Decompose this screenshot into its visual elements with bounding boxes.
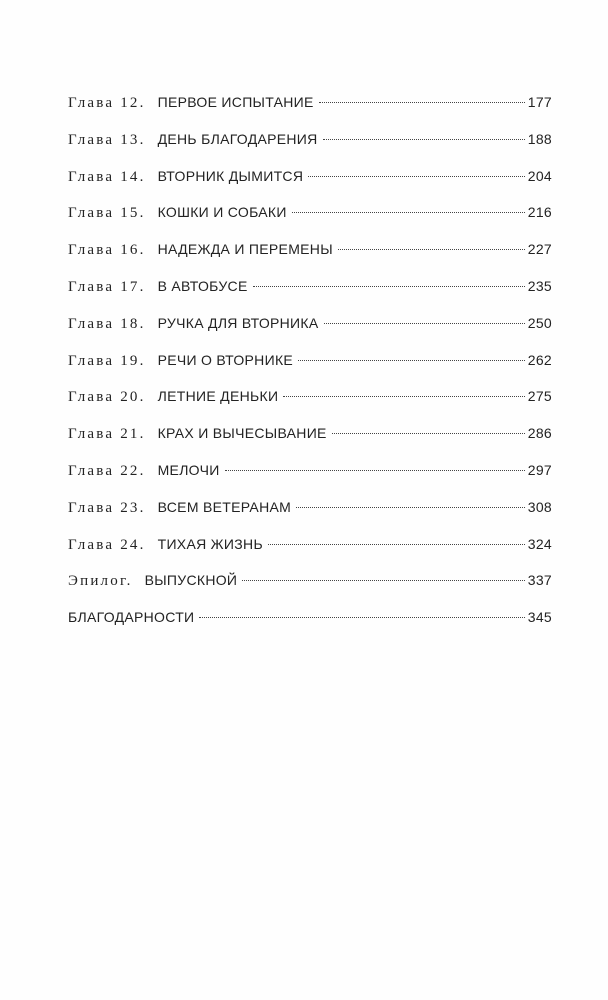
chapter-label: Глава bbox=[68, 95, 115, 111]
chapter-label: Глава bbox=[68, 131, 115, 148]
chapter-number: 15. bbox=[120, 205, 146, 222]
toc-entry bbox=[68, 382, 552, 419]
page-number: 235 bbox=[527, 277, 552, 294]
dot-leader bbox=[298, 359, 525, 361]
page-number: 337 bbox=[527, 572, 552, 589]
toc-entry bbox=[68, 309, 552, 346]
dot-leader bbox=[199, 616, 524, 618]
page-number: 297 bbox=[527, 461, 552, 478]
chapter-number: 18. bbox=[120, 315, 146, 332]
chapter-number: 22. bbox=[120, 462, 146, 479]
dot-leader bbox=[242, 579, 524, 581]
chapter-label: Глава bbox=[68, 168, 115, 185]
page-number: 324 bbox=[527, 535, 552, 552]
page-number: 286 bbox=[527, 425, 552, 442]
epilogue-title: ВЫПУСКНОЙ bbox=[144, 572, 238, 589]
chapter-label: Глава bbox=[68, 462, 115, 479]
chapter-title: КОШКИ И СОБАКИ bbox=[157, 204, 287, 221]
page-number: 345 bbox=[527, 609, 552, 626]
toc-entry bbox=[68, 235, 552, 272]
chapter-label: Глава bbox=[68, 389, 115, 406]
page-number: 188 bbox=[527, 130, 552, 147]
page-number: 216 bbox=[527, 204, 552, 221]
page-number: 177 bbox=[527, 94, 552, 110]
dot-leader bbox=[308, 175, 524, 177]
chapter-number: 16. bbox=[120, 242, 146, 259]
dot-leader bbox=[225, 469, 525, 471]
table-of-contents bbox=[68, 88, 552, 640]
toc-entry bbox=[68, 456, 552, 493]
chapter-label: Глава bbox=[68, 278, 115, 295]
chapter-number: 24. bbox=[120, 536, 146, 553]
chapter-number: 19. bbox=[120, 352, 146, 369]
chapter-label: Глава bbox=[68, 242, 115, 259]
chapter-title: МЕЛОЧИ bbox=[157, 461, 220, 478]
page-number: 275 bbox=[527, 388, 552, 405]
acknowledgements-title: БЛАГОДАРНОСТИ bbox=[68, 609, 195, 626]
dot-leader bbox=[324, 322, 525, 324]
chapter-title: ЛЕТНИЕ ДЕНЬКИ bbox=[157, 388, 279, 405]
dot-leader bbox=[292, 211, 525, 213]
chapter-title: В АВТОБУСЕ bbox=[157, 277, 248, 294]
dot-leader bbox=[253, 285, 525, 287]
toc-entry bbox=[68, 198, 552, 235]
dot-leader bbox=[332, 432, 525, 434]
dot-leader bbox=[338, 248, 525, 250]
dot-leader bbox=[283, 395, 524, 397]
chapter-label: Глава bbox=[68, 536, 115, 553]
toc-entry bbox=[68, 162, 552, 199]
chapter-number: 23. bbox=[120, 499, 146, 516]
chapter-label: Глава bbox=[68, 315, 115, 332]
toc-entry bbox=[68, 493, 552, 530]
dot-leader bbox=[319, 101, 525, 103]
chapter-title: ДЕНЬ БЛАГОДАРЕНИЯ bbox=[157, 130, 318, 147]
page-number: 204 bbox=[527, 167, 552, 184]
dot-leader bbox=[268, 543, 525, 545]
toc-entry bbox=[68, 88, 552, 125]
toc-entry bbox=[68, 125, 552, 162]
page-number: 308 bbox=[527, 498, 552, 515]
toc-entry-acknowledgements bbox=[68, 603, 552, 640]
chapter-title: РУЧКА ДЛЯ ВТОРНИКА bbox=[157, 314, 319, 331]
chapter-label: Глава bbox=[68, 205, 115, 222]
toc-entry-epilogue bbox=[68, 566, 552, 603]
page-number: 262 bbox=[527, 351, 552, 368]
chapter-title: ТИХАЯ ЖИЗНЬ bbox=[157, 535, 263, 552]
chapter-label: Глава bbox=[68, 426, 115, 443]
chapter-title: ПЕРВОЕ ИСПЫТАНИЕ bbox=[157, 94, 314, 110]
chapter-number: 14. bbox=[120, 168, 146, 185]
toc-entry bbox=[68, 346, 552, 383]
chapter-number: 17. bbox=[120, 278, 146, 295]
chapter-number: 20. bbox=[120, 389, 146, 406]
chapter-number: 12. bbox=[120, 95, 146, 111]
chapter-label: Глава bbox=[68, 352, 115, 369]
toc-entry bbox=[68, 272, 552, 309]
chapter-title: КРАХ И ВЫЧЕСЫВАНИЕ bbox=[157, 425, 327, 442]
chapter-number: 13. bbox=[120, 131, 146, 148]
toc-entry bbox=[68, 419, 552, 456]
toc-entry bbox=[68, 530, 552, 567]
dot-leader bbox=[323, 138, 525, 140]
chapter-title: ВСЕМ ВЕТЕРАНАМ bbox=[157, 498, 292, 515]
chapter-title: НАДЕЖДА И ПЕРЕМЕНЫ bbox=[157, 241, 333, 258]
chapter-title: ВТОРНИК ДЫМИТСЯ bbox=[157, 167, 304, 184]
page-number: 250 bbox=[527, 314, 552, 331]
dot-leader bbox=[296, 506, 525, 508]
chapter-label: Глава bbox=[68, 499, 115, 516]
chapter-title: РЕЧИ О ВТОРНИКЕ bbox=[157, 351, 294, 368]
chapter-number: 21. bbox=[120, 426, 146, 443]
page-number: 227 bbox=[527, 241, 552, 258]
epilogue-label: Эпилог. bbox=[68, 573, 133, 590]
